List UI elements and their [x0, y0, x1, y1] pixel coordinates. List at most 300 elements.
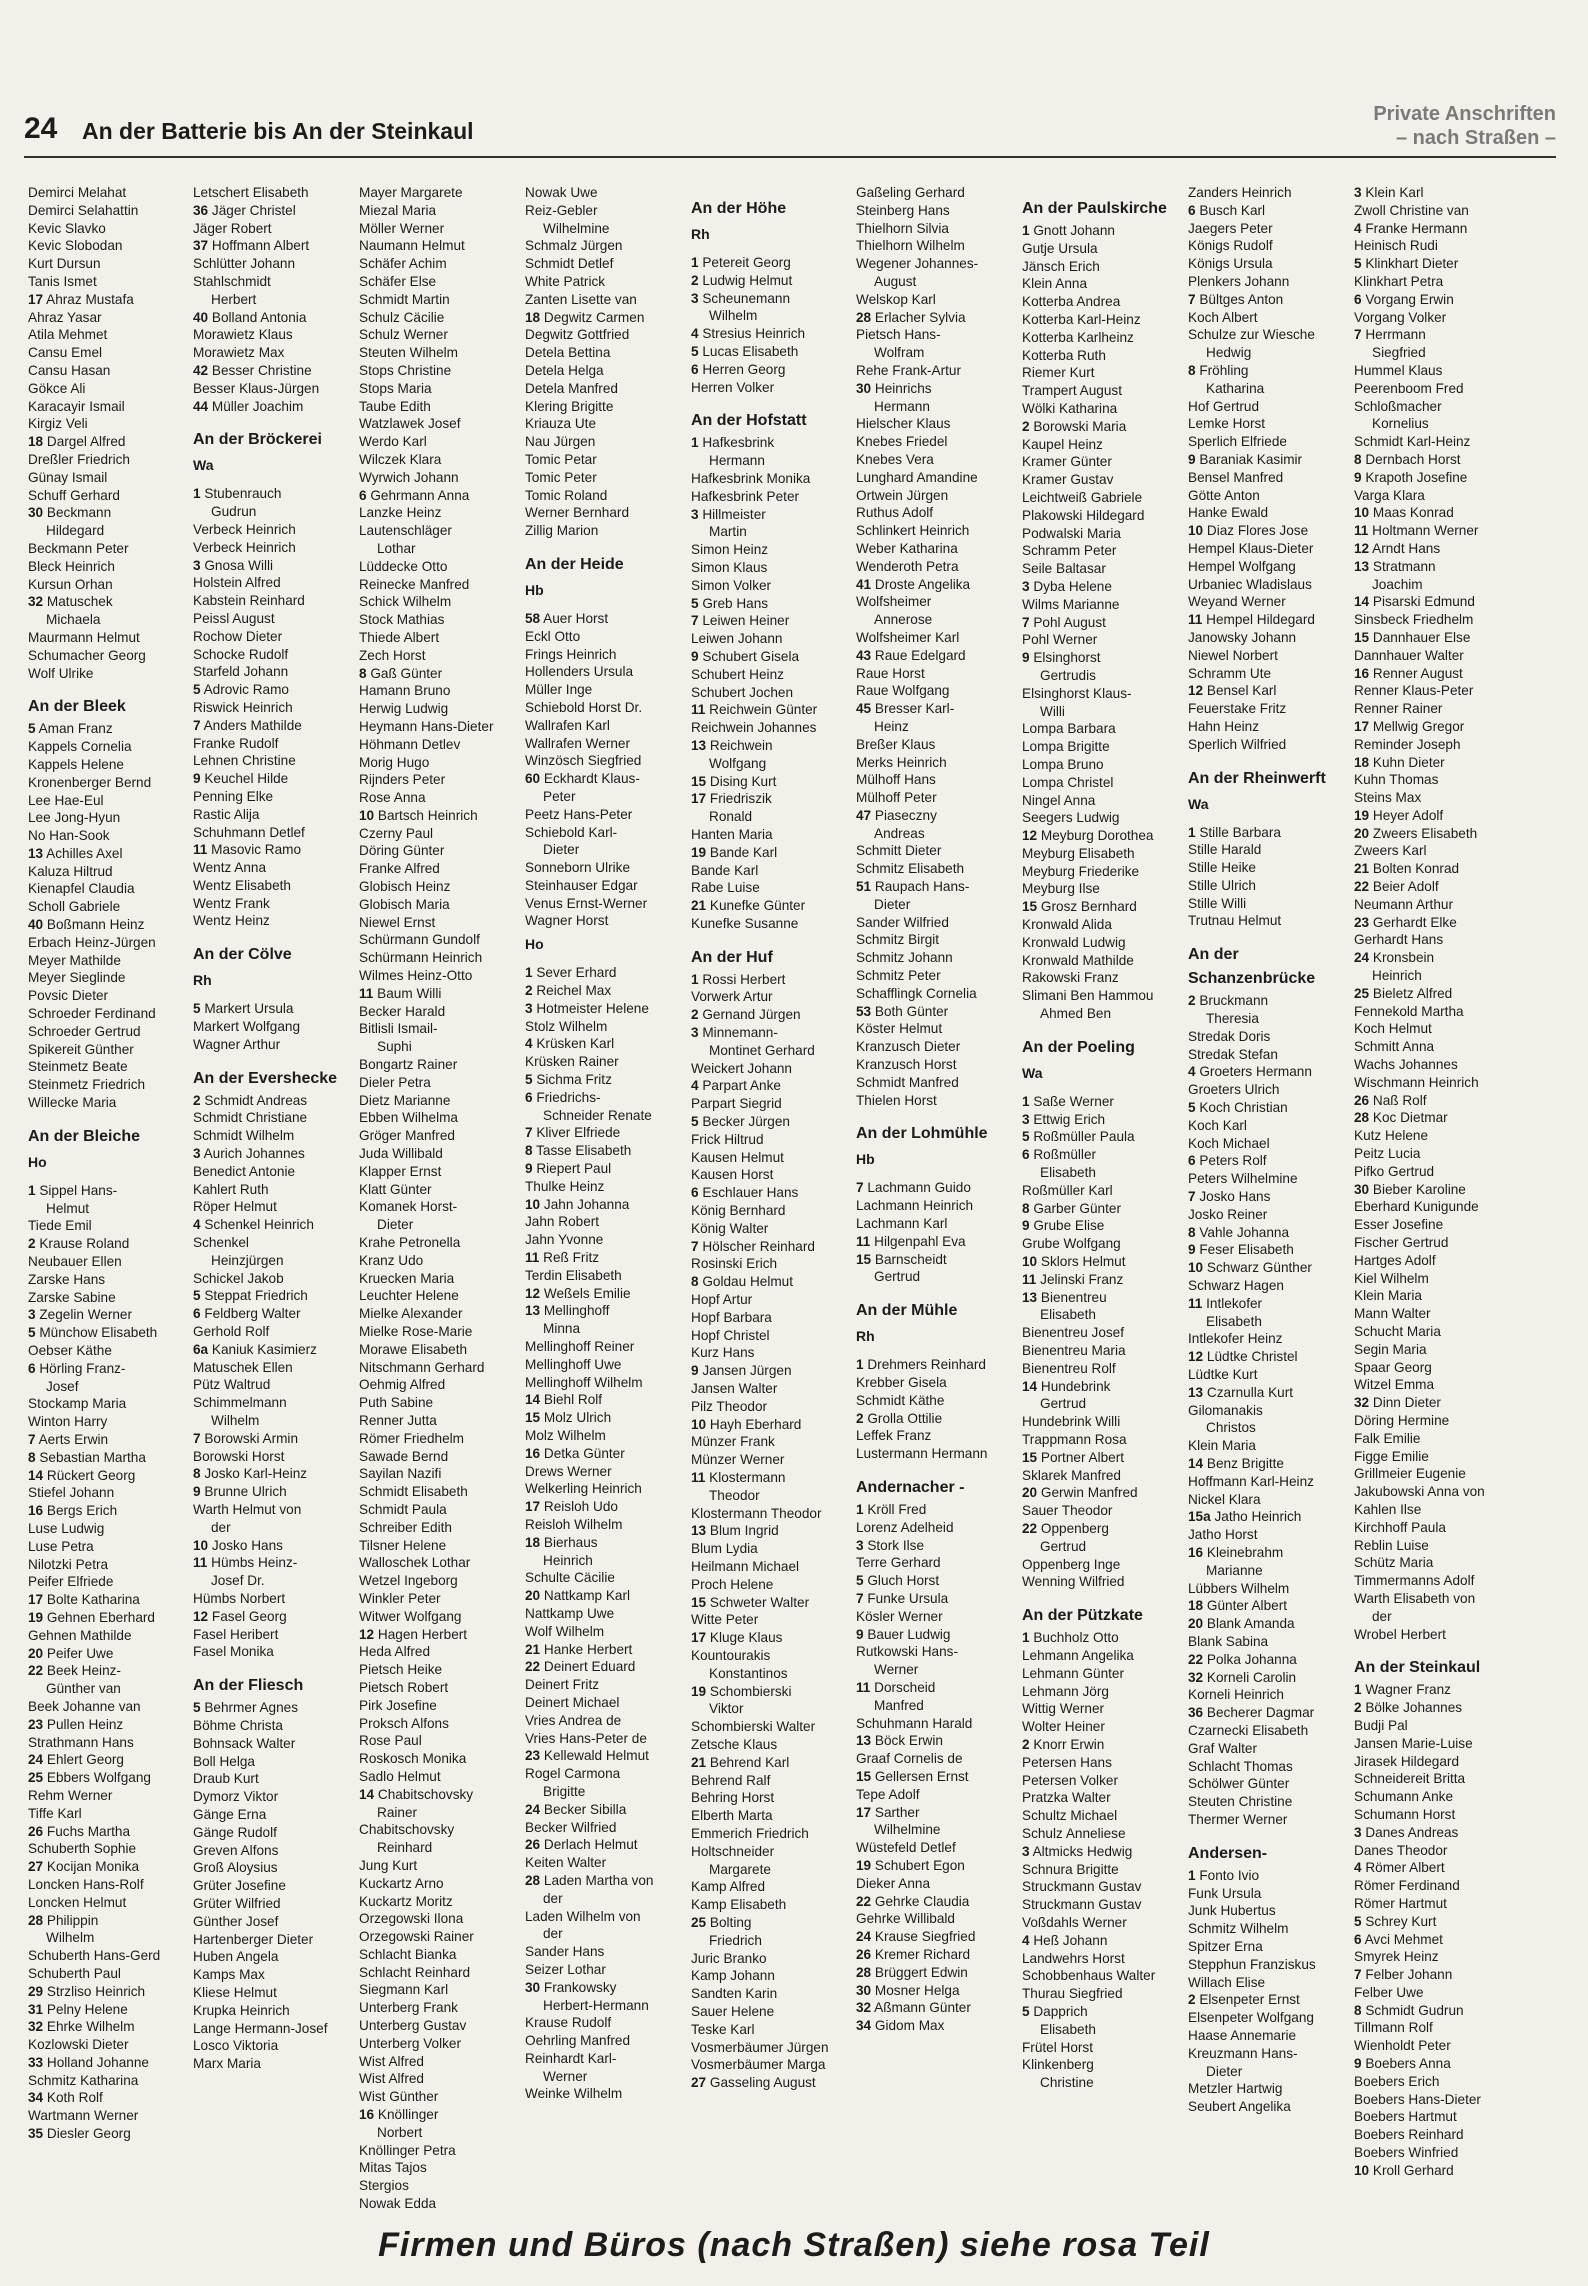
directory-entry	[1188, 451, 1348, 469]
resident-name: Stille Barbara	[1199, 824, 1281, 840]
directory-entry	[359, 576, 519, 594]
resident-name: Schulz Anneliese	[1022, 1825, 1126, 1841]
resident-name: Derlach Helmut	[543, 1837, 638, 1853]
directory-entry	[1188, 540, 1348, 558]
resident-name: Nattkamp Karl	[543, 1588, 631, 1604]
house-number: 4	[691, 1078, 699, 1094]
directory-entry	[1022, 969, 1182, 987]
resident-name: Peifer Elfriede	[28, 1574, 114, 1590]
directory-entry	[525, 237, 685, 255]
resident-name: Adrovic Ramo	[203, 682, 289, 698]
resident-name: Sichma Fritz	[536, 1072, 612, 1088]
resident-name: Hof Gertrud	[1188, 398, 1260, 414]
directory-entry	[1354, 700, 1514, 718]
directory-entry	[193, 326, 353, 344]
resident-name: Markert Ursula	[204, 1001, 294, 1017]
directory-entry	[856, 629, 1016, 647]
directory-entry	[856, 326, 1016, 344]
resident-name: Felber Uwe	[1354, 1984, 1424, 2000]
house-number: 1	[691, 435, 699, 451]
resident-name: Schulze zur Wiesche	[1188, 327, 1315, 343]
entry-continuation	[691, 808, 851, 826]
resident-name: Voßdahls Werner	[1022, 1914, 1127, 1930]
resident-name: Zanten Lisette van	[525, 291, 637, 307]
directory-entry	[691, 773, 851, 791]
section-label	[1373, 102, 1556, 150]
resident-name: Dreßler Friedrich	[28, 451, 130, 467]
directory-entry	[856, 1537, 1016, 1555]
directory-entry	[1188, 992, 1348, 1010]
directory-entry	[28, 1840, 188, 1858]
resident-name: Holtschneider	[691, 1843, 775, 1859]
resident-name: Drews Werner	[525, 1463, 612, 1479]
entry-continuation	[691, 307, 851, 325]
house-number: 5	[1022, 1129, 1030, 1145]
directory-entry	[359, 1786, 519, 1804]
entry-continuation	[1354, 415, 1514, 433]
resident-name: Herwig Ludwig	[359, 701, 449, 717]
resident-name: Bienentreu Maria	[1022, 1343, 1126, 1359]
directory-entry	[1188, 1241, 1348, 1259]
resident-name: Warth Helmut von	[193, 1502, 302, 1517]
house-number: 20	[525, 1588, 541, 1604]
directory-entry	[1022, 1484, 1182, 1502]
directory-entry	[359, 451, 519, 469]
resident-name: Stille Ulrich	[1188, 877, 1256, 893]
entry-continuation	[359, 2124, 519, 2142]
directory-entry	[1188, 255, 1348, 273]
house-number: 11	[1188, 612, 1203, 628]
house-number: 19	[1354, 807, 1370, 823]
directory-entry	[525, 1391, 685, 1409]
directory-entry	[1188, 1206, 1348, 1224]
directory-entry	[28, 1467, 188, 1485]
resident-name: Masovic Ramo	[211, 842, 302, 858]
entry-continuation	[856, 896, 1016, 914]
directory-entry	[1354, 202, 1514, 220]
resident-name: Schmitt Anna	[1354, 1039, 1435, 1055]
house-number: 14	[525, 1392, 541, 1408]
resident-name: Rehm Werner	[28, 1787, 113, 1803]
directory-entry	[691, 844, 851, 862]
directory-entry	[193, 1376, 353, 1394]
directory-entry	[1188, 1188, 1348, 1206]
resident-name: Gernand Jürgen	[702, 1007, 801, 1023]
directory-entry	[525, 2014, 685, 2032]
house-number: 22	[1354, 879, 1370, 895]
resident-name: Intlekofer	[1206, 1295, 1263, 1311]
resident-name: Plenkers Johann	[1188, 273, 1290, 289]
district-code: Wa	[1022, 1064, 1043, 1081]
directory-entry	[525, 1089, 685, 1107]
resident-name: Tepe Adolf	[856, 1786, 920, 1802]
directory-entry	[1188, 1384, 1348, 1402]
directory-entry	[359, 2106, 519, 2124]
directory-entry	[1188, 1651, 1348, 1669]
resident-name: Jatho Heinrich	[1214, 1509, 1302, 1525]
house-number: 3	[856, 1537, 864, 1553]
directory-entry	[193, 1931, 353, 1949]
resident-name: Gilomanakis	[1188, 1402, 1263, 1418]
directory-entry	[856, 1427, 1016, 1445]
resident-name: Funke Ursula	[867, 1590, 949, 1606]
resident-name: Verbeck Heinrich	[193, 539, 296, 555]
directory-entry	[1022, 863, 1182, 881]
resident-name: Wolf Wilhelm	[525, 1623, 605, 1639]
directory-entry	[28, 380, 188, 398]
resident-name: Gertrudis	[1040, 667, 1096, 683]
house-number: 4	[193, 1217, 201, 1233]
directory-entry	[1188, 1491, 1348, 1509]
resident-name: Laden Wilhelm von	[525, 1908, 641, 1924]
directory-entry	[1354, 1770, 1514, 1788]
house-number: 7	[28, 1432, 36, 1447]
resident-name: Bienentreu	[1040, 1289, 1107, 1305]
directory-entry	[1022, 364, 1182, 382]
directory-entry	[359, 2088, 519, 2106]
resident-name: Benedict Antonie	[193, 1163, 296, 1179]
resident-name: Reiz-Gebler	[525, 202, 598, 218]
directory-entry	[1354, 309, 1514, 327]
directory-entry	[691, 1594, 851, 1612]
resident-name: Kuckartz Moritz	[359, 1893, 453, 1909]
resident-name: Koch Albert	[1188, 309, 1258, 325]
directory-entry	[1022, 1200, 1182, 1218]
directory-entry	[691, 1576, 851, 1594]
directory-entry	[691, 1398, 851, 1416]
directory-entry	[691, 1202, 851, 1220]
resident-name: Bensel Manfred	[1188, 469, 1284, 485]
resident-name: Nowak Edda	[359, 2196, 437, 2212]
directory-entry	[1022, 1146, 1182, 1164]
resident-name: Kronsbein	[1372, 950, 1435, 966]
directory-entry	[1022, 329, 1182, 347]
resident-name: Wolfsheimer Karl	[856, 629, 960, 645]
directory-entry	[359, 1074, 519, 1092]
directory-entry	[1022, 1629, 1182, 1647]
resident-name: Schuff Gerhard	[28, 487, 120, 503]
directory-entry	[525, 433, 685, 451]
resident-name: Becker Harald	[359, 1003, 446, 1019]
directory-entry	[691, 1166, 851, 1184]
house-number: 10	[1188, 523, 1204, 539]
directory-entry	[28, 184, 188, 202]
resident-name: Böhme Christa	[193, 1717, 283, 1733]
resident-name: Haase Annemarie	[1188, 2027, 1297, 2043]
directory-entry	[1354, 1859, 1514, 1877]
directory-entry	[359, 255, 519, 273]
resident-name: Manfred	[874, 1697, 924, 1713]
directory-entry	[691, 1558, 851, 1576]
house-number: 2	[691, 272, 699, 288]
house-number: 17	[525, 1499, 541, 1515]
resident-name: Jahn Johanna	[543, 1196, 630, 1212]
resident-name: Raue Wolfgang	[856, 683, 950, 699]
directory-entry	[856, 540, 1016, 558]
resident-name: Auer Horst	[543, 610, 609, 626]
directory-entry	[1354, 1127, 1514, 1145]
directory-entry	[28, 2107, 188, 2125]
directory-entry	[691, 1950, 851, 1968]
resident-name: Schuhmann Detlef	[193, 824, 305, 840]
resident-name: Kellewald Helmut	[543, 1748, 649, 1764]
directory-entry	[359, 2177, 519, 2195]
house-number: 1	[1022, 223, 1030, 238]
directory-entry	[1354, 451, 1514, 469]
resident-name: Nitschmann Gerhard	[359, 1359, 485, 1375]
resident-name: Pohl Werner	[1022, 632, 1098, 648]
resident-name: Lautenschläger	[359, 523, 452, 539]
directory-entry	[1354, 629, 1514, 647]
resident-name: Schmitz Katharina	[28, 2072, 139, 2088]
resident-name: Klinkhart Dieter	[1365, 256, 1459, 272]
resident-name: Hielscher Klaus	[856, 416, 951, 432]
directory-entry	[28, 916, 188, 934]
directory-entry	[856, 1197, 1016, 1215]
house-number: 6	[193, 1306, 201, 1322]
house-number: 15	[856, 1768, 872, 1784]
directory-entry	[28, 326, 188, 344]
resident-name: Chabitschovsky	[359, 1822, 455, 1838]
resident-name: Josko Karl-Heinz	[204, 1466, 308, 1482]
resident-name: Lüdtke Christel	[1206, 1349, 1298, 1365]
directory-entry	[1188, 1615, 1348, 1633]
directory-entry	[856, 593, 1016, 611]
entry-continuation	[525, 220, 685, 238]
resident-name: Annerose	[874, 612, 933, 628]
resident-name: Wischmann Heinrich	[1354, 1074, 1479, 1090]
resident-name: Marianne	[1206, 1562, 1263, 1578]
house-number: 6	[1188, 1153, 1196, 1169]
directory-entry	[525, 1356, 685, 1374]
resident-name: Stops Christine	[359, 362, 452, 378]
resident-name: Bensel Karl	[1206, 683, 1277, 699]
directory-entry	[193, 610, 353, 628]
resident-name: Jansen Jürgen	[702, 1363, 792, 1379]
resident-name: Hermann	[874, 398, 930, 414]
resident-name: Wrobel Herbert	[1354, 1626, 1446, 1642]
resident-name: Rainer	[377, 1804, 418, 1820]
house-number: 18	[525, 309, 541, 325]
directory-entry	[1022, 311, 1182, 329]
resident-name: Rijnders Peter	[359, 772, 446, 788]
resident-name: Schmitz Peter	[856, 968, 941, 984]
resident-name: Garber Günter	[1033, 1200, 1121, 1216]
directory-entry	[359, 202, 519, 220]
directory-entry	[1022, 1449, 1182, 1467]
directory-entry	[193, 1270, 353, 1288]
entry-continuation	[1022, 1395, 1182, 1413]
resident-name: Letschert Elisabeth	[193, 185, 309, 200]
directory-entry	[525, 1178, 685, 1196]
resident-name: Seizer Lothar	[525, 1961, 606, 1977]
street-heading: Andernacher -	[856, 1479, 965, 1496]
house-number: 1	[856, 1357, 864, 1373]
directory-entry	[1022, 275, 1182, 293]
resident-name: Ahraz Yasar	[28, 309, 102, 325]
house-number: 6	[691, 361, 699, 377]
directory-entry	[359, 558, 519, 576]
directory-entry	[193, 1590, 353, 1608]
resident-name: Detela Manfred	[525, 380, 618, 396]
resident-name: Bergs Erich	[46, 1503, 118, 1519]
directory-entry	[691, 737, 851, 755]
entry-continuation	[856, 1697, 1016, 1715]
resident-name: Werner Bernhard	[525, 505, 630, 521]
resident-name: König Bernhard	[691, 1203, 786, 1219]
resident-name: Figge Emilie	[1354, 1448, 1429, 1464]
resident-name: Günter Albert	[1206, 1598, 1288, 1614]
resident-name: Proksch Alfons	[359, 1715, 449, 1731]
house-number: 6a	[193, 1341, 209, 1357]
directory-entry	[28, 220, 188, 238]
directory-entry	[1188, 877, 1348, 895]
directory-entry	[1354, 593, 1514, 611]
directory-entry	[359, 931, 519, 949]
resident-name: Scheunemann	[702, 290, 791, 306]
resident-name: König Walter	[691, 1220, 769, 1236]
directory-entry	[1188, 1099, 1348, 1117]
house-number: 2	[856, 1410, 864, 1426]
directory-entry	[1188, 291, 1348, 309]
directory-entry	[193, 1036, 353, 1054]
resident-name: Knebes Friedel	[856, 434, 948, 450]
resident-name: Wallrafen Werner	[525, 735, 631, 751]
directory-entry	[1022, 258, 1182, 276]
directory-entry	[193, 2020, 353, 2038]
resident-name: Stock Mathias	[359, 612, 445, 628]
directory-entry	[359, 1910, 519, 1928]
directory-entry	[193, 1430, 353, 1448]
house-number: 10	[1022, 1254, 1038, 1270]
directory-entry	[856, 1501, 1016, 1519]
directory-entry	[1354, 362, 1514, 380]
resident-name: Jäger Robert	[193, 220, 272, 236]
resident-name: Frankowsky	[543, 1979, 617, 1995]
resident-name: Schnura Brigitte	[1022, 1861, 1119, 1877]
resident-name: Terre Gerhard	[856, 1555, 941, 1571]
resident-name: Gehrmann Anna	[370, 487, 470, 503]
directory-entry	[525, 1427, 685, 1445]
directory-entry	[359, 1109, 519, 1127]
directory-entry	[28, 738, 188, 756]
directory-entry	[525, 184, 685, 202]
resident-name: Kranz Udo	[359, 1252, 424, 1268]
resident-name: Schwarz Günther	[1206, 1260, 1312, 1276]
directory-entry	[1354, 878, 1514, 896]
directory-entry	[1188, 1974, 1348, 1992]
resident-name: Krapoth Josefine	[1365, 469, 1468, 485]
house-number: 8	[525, 1143, 533, 1159]
resident-name: Danes Theodor	[1354, 1842, 1448, 1858]
resident-name: Naumann Helmut	[359, 238, 465, 254]
resident-name: Ludwig Helmut	[702, 272, 793, 288]
directory-entry	[193, 1895, 353, 1913]
resident-name: Boll Helga	[193, 1753, 255, 1769]
directory-entry	[1354, 1038, 1514, 1056]
resident-name: Bolten Konrad	[1372, 861, 1460, 877]
resident-name: Wallrafen Karl	[525, 717, 610, 733]
directory-entry	[856, 202, 1016, 220]
resident-name: Wist Günther	[359, 2089, 439, 2105]
resident-name: Kunefke Günter	[709, 898, 806, 914]
directory-entry	[1188, 1437, 1348, 1455]
resident-name: Götte Anton	[1188, 487, 1260, 503]
directory-entry	[691, 1433, 851, 1451]
street-heading: An der Rheinwerft	[1188, 769, 1326, 787]
resident-name: Kuhn Thomas	[1354, 772, 1439, 788]
directory-entry	[525, 1213, 685, 1231]
resident-name: Steppat Friedrich	[204, 1288, 308, 1304]
resident-name: Sandten Karin	[691, 1986, 778, 2002]
directory-entry	[1022, 792, 1182, 810]
resident-name: Sippel Hans-	[39, 1182, 118, 1198]
resident-name: Riemer Kurt	[1022, 365, 1095, 381]
resident-name: Wegener Johannes-	[856, 256, 979, 272]
page-title: An der Batterie bis An der Steinkaul	[82, 118, 474, 144]
resident-name: Becker Jürgen	[702, 1114, 790, 1130]
resident-name: Demirci Selahattin	[28, 202, 139, 218]
resident-name: Schmitz Wilhelm	[1188, 1921, 1289, 1937]
directory-entry	[1354, 184, 1514, 202]
directory-entry	[691, 1878, 851, 1896]
resident-name: Römer Friedhelm	[359, 1430, 464, 1446]
directory-entry	[28, 255, 188, 273]
resident-name: Intlekofer Heinz	[1188, 1331, 1283, 1347]
house-number: 24	[525, 1801, 541, 1817]
directory-entry	[691, 1273, 851, 1291]
resident-name: Groß Aloysius	[193, 1860, 278, 1876]
directory-entry	[525, 202, 685, 220]
directory-entry	[359, 1412, 519, 1430]
directory-entry	[856, 1215, 1016, 1233]
resident-name: Schumann Horst	[1354, 1806, 1456, 1822]
resident-name: Schubert Gisela	[702, 648, 800, 664]
directory-entry	[691, 897, 851, 915]
resident-name: Boßmann Heinz	[46, 917, 145, 933]
directory-entry	[359, 1145, 519, 1163]
house-number: 40	[193, 309, 209, 325]
directory-entry	[856, 1554, 1016, 1572]
directory-entry	[193, 912, 353, 930]
house-number: 3	[1022, 1111, 1030, 1127]
directory-entry	[359, 291, 519, 309]
directory-entry	[1354, 469, 1514, 487]
resident-name: Schick Wilhelm	[359, 594, 452, 610]
resident-name: Lucas Elisabeth	[702, 343, 799, 359]
resident-name: Fischer Gertrud	[1354, 1235, 1449, 1251]
resident-name: Stork Ilse	[867, 1537, 925, 1553]
house-number: 12	[193, 1608, 209, 1624]
resident-name: Schumann Anke	[1354, 1789, 1453, 1805]
directory-entry	[525, 1071, 685, 1089]
resident-name: Klering Brigitte	[525, 398, 614, 414]
house-number: 19	[28, 1609, 44, 1625]
resident-name: Wolfgang	[709, 755, 767, 771]
directory-entry	[525, 2085, 685, 2103]
house-number: 5	[1188, 1100, 1196, 1116]
house-number: 58	[525, 610, 541, 626]
house-number: 18	[1188, 1598, 1204, 1614]
entry-continuation	[359, 1038, 519, 1056]
resident-name: Wilhelm	[46, 1930, 95, 1946]
resident-name: Gröger Manfred	[359, 1128, 455, 1144]
resident-name: Pietsch Heike	[359, 1662, 443, 1678]
directory-entry	[1022, 1360, 1182, 1378]
resident-name: Matuschek Ellen	[193, 1359, 293, 1375]
entry-continuation	[856, 398, 1016, 416]
directory-entry	[856, 682, 1016, 700]
